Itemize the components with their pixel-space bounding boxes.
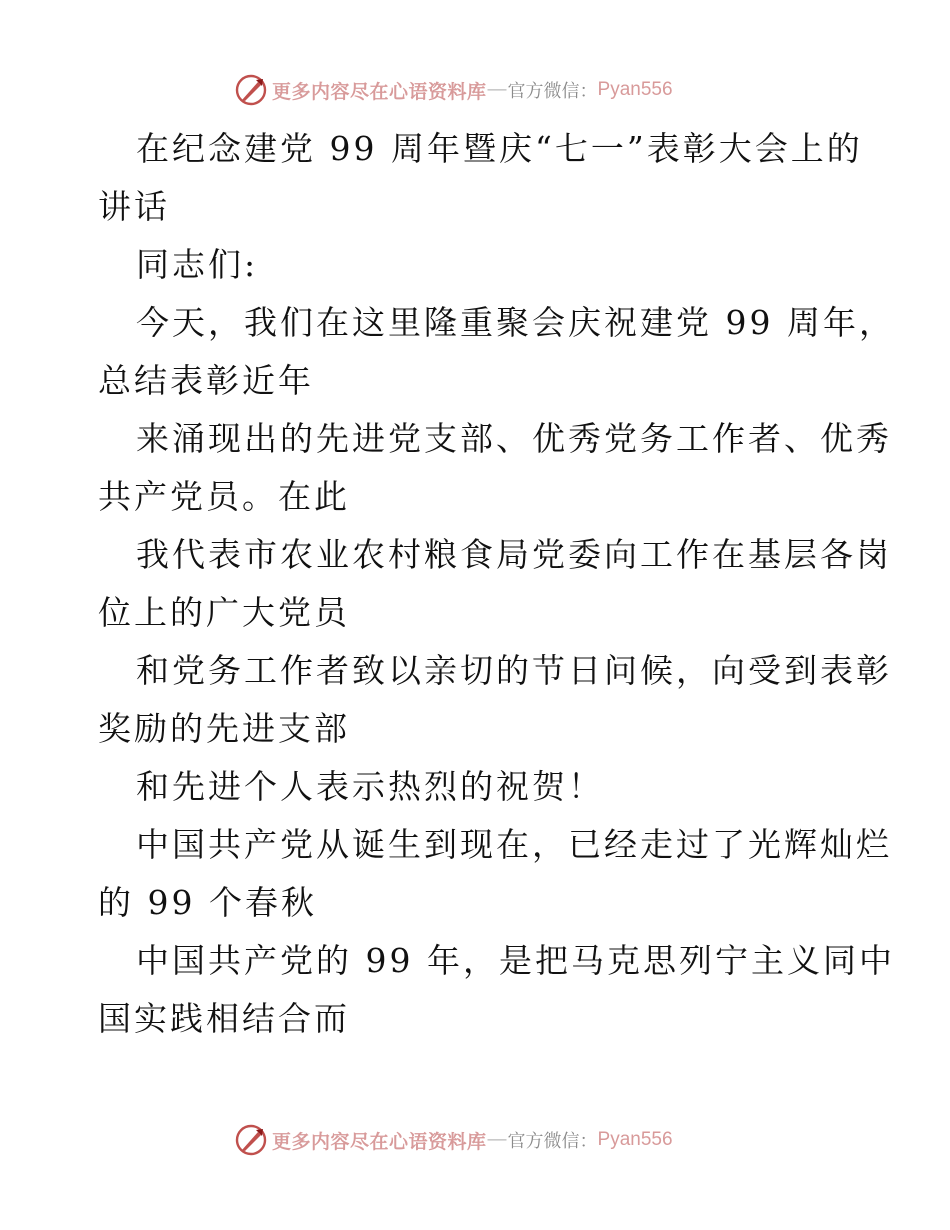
watermark-wechat-id: Pyan556 xyxy=(597,79,673,100)
text-line: 总结表彰近年 xyxy=(98,361,314,400)
text-line: 来涌现出的先进党支部、优秀党务工作者、优秀 xyxy=(136,419,892,458)
text-line: 今天，我们在这里隆重聚会庆祝建党 99 周年， xyxy=(136,303,895,342)
footer-watermark xyxy=(234,1123,673,1157)
text-line: 奖励的先进支部 xyxy=(98,709,350,748)
quill-logo-icon xyxy=(234,73,268,107)
watermark-wechat-id: Pyan556 xyxy=(597,1129,673,1150)
text-line: 位上的广大党员 xyxy=(98,593,350,632)
watermark-text: 更多内容尽在心语资料库 xyxy=(272,80,487,103)
text-line: 我代表市农业农村粮食局党委向工作在基层各岗 xyxy=(136,535,892,574)
text-line: 中国共产党从诞生到现在，已经走过了光辉灿烂 xyxy=(136,825,892,864)
watermark-wechat-label: 官方微信： xyxy=(507,81,598,102)
watermark-text: 更多内容尽在心语资料库 xyxy=(272,1130,487,1153)
text-line: 讲话 xyxy=(98,187,170,226)
quill-logo-icon xyxy=(234,1123,268,1157)
text-line: 中国共产党的 99 年，是把马克思列宁主义同中 xyxy=(136,941,895,980)
header-watermark xyxy=(234,73,673,107)
watermark-dash: — xyxy=(487,79,507,100)
text-line: 共产党员。在此 xyxy=(98,477,350,516)
watermark-wechat-label: 官方微信： xyxy=(507,1131,598,1152)
text-line: 国实践相结合而 xyxy=(98,999,350,1038)
watermark-dash: — xyxy=(487,1129,507,1150)
text-line: 和党务工作者致以亲切的节日问候，向受到表彰 xyxy=(136,651,892,690)
document-body xyxy=(98,120,895,1048)
text-line: 在纪念建党 99 周年暨庆“七一”表彰大会上的 xyxy=(136,129,863,168)
text-line: 的 99 个春秋 xyxy=(98,883,317,922)
text-line: 和先进个人表示热烈的祝贺！ xyxy=(136,767,604,806)
text-line: 同志们: xyxy=(136,245,259,284)
